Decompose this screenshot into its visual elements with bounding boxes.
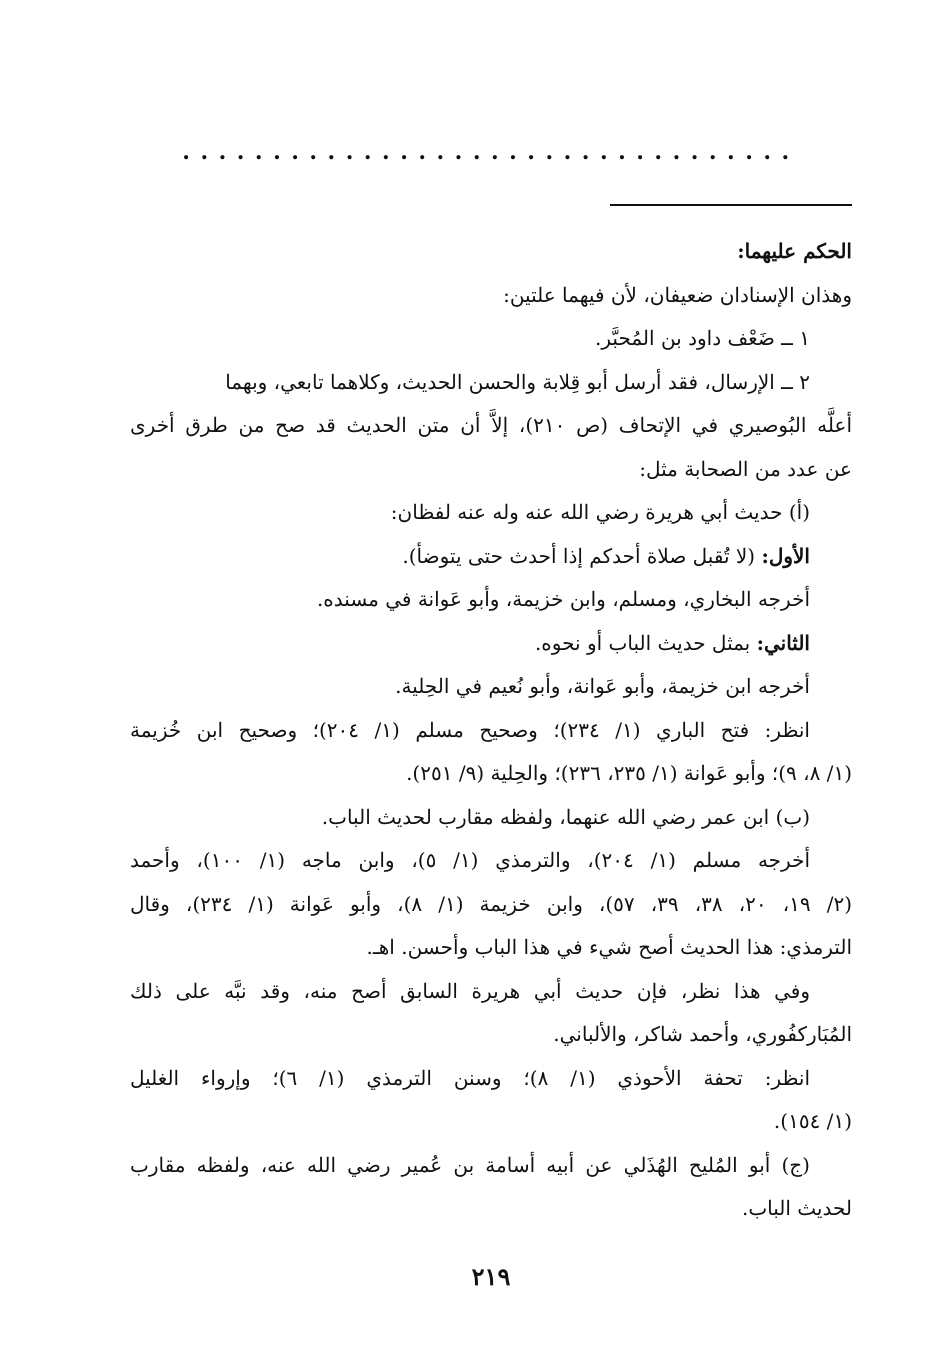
text-line: انظر: تحفة الأحوذي (١/ ٨)؛ وسنن الترمذي (١/ ٦)؛ وإرواء الغليل <box>130 1065 811 1090</box>
dotted-separator: .................................. <box>182 142 800 162</box>
text-line: (١/ ١٥٤). <box>773 1109 852 1133</box>
text-line <box>130 535 852 579</box>
text-line: (١/ ٨، ٩)؛ وأبو عَوانة (١/ ٢٣٥، ٢٣٦)؛ والحِلية (٩/ ٢٥١). <box>406 761 852 785</box>
book-page <box>130 0 852 1371</box>
text-line: الترمذي: هذا الحديث أصح شيء في هذا الباب وأحسن. اهـ. <box>366 935 852 959</box>
first-label: الأول: <box>761 543 810 568</box>
text-line: عن عدد من الصحابة مثل: <box>639 456 852 481</box>
text-line: وفي هذا نظر، فإن حديث أبي هريرة السابق أصح منه، وقد نبَّه على ذلك <box>130 978 810 1003</box>
text-line: أعلَّه البُوصيري في الإتحاف (ص ٢١٠)، إلاَّ أن متن الحديث قد صح من طرق أخرى <box>130 413 852 437</box>
text-line: أخرجه مسلم (١/ ٢٠٤)، والترمذي (١/ ٥)، وابن ماجه (١/ ١٠٠)، وأحمد <box>130 848 811 872</box>
text-line: وهذان الإسنادان ضعيفان، لأن فيهما علتين: <box>503 282 852 307</box>
text-line: لحديث الباب. <box>741 1196 852 1220</box>
text-line: ٢ ــ الإرسال، فقد أرسل أبو قِلابة والحسن الحديث، وكلاهما تابعي، وبهما <box>225 369 810 394</box>
text-line <box>130 622 852 666</box>
text-line: انظر: فتح الباري (١/ ٢٣٤)؛ وصحيح مسلم (١/ ٢٠٤)؛ وصحيح ابن خُزيمة <box>130 717 810 742</box>
page-number: ٢١٩ <box>471 1262 511 1291</box>
text-line: المُبَاركفُوري، وأحمد شاكر، والألباني. <box>553 1022 852 1046</box>
page-body <box>130 230 852 1231</box>
footnote-rule <box>610 204 852 206</box>
first-text: (لا تُقبل صلاة أحدكم إذا أحدث حتى يتوضأ). <box>402 543 762 568</box>
second-label: الثاني: <box>756 630 810 655</box>
second-text: بمثل حديث الباب أو نحوه. <box>534 630 757 655</box>
text-line: (أ) حديث أبي هريرة رضي الله عنه وله عنه لفظان: <box>390 500 810 524</box>
text-line: أخرجه ابن خزيمة، وأبو عَوانة، وأبو نُعيم في الحِلية. <box>395 674 810 698</box>
text-line: أخرجه البخاري، ومسلم، وابن خزيمة، وأبو عَوانة في مسنده. <box>316 587 810 611</box>
text-line: ١ ــ ضَعْف داود بن المُحبَّر. <box>595 326 810 350</box>
text-line: (ج) أبو المُليح الهُذَلي عن أبيه أسامة بن عُمير رضي الله عنه، ولفظه مقارب <box>130 1152 810 1177</box>
text-line: (ب) ابن عمر رضي الله عنهما، ولفظه مقارب لحديث الباب. <box>321 804 810 829</box>
text-line: (٢/ ١٩، ٢٠، ٣٨، ٣٩، ٥٧)، وابن خزيمة (١/ ٨)، وأبو عَوانة (١/ ٢٣٤)، وقال <box>130 891 852 916</box>
section-heading: الحكم عليهما: <box>737 239 852 263</box>
